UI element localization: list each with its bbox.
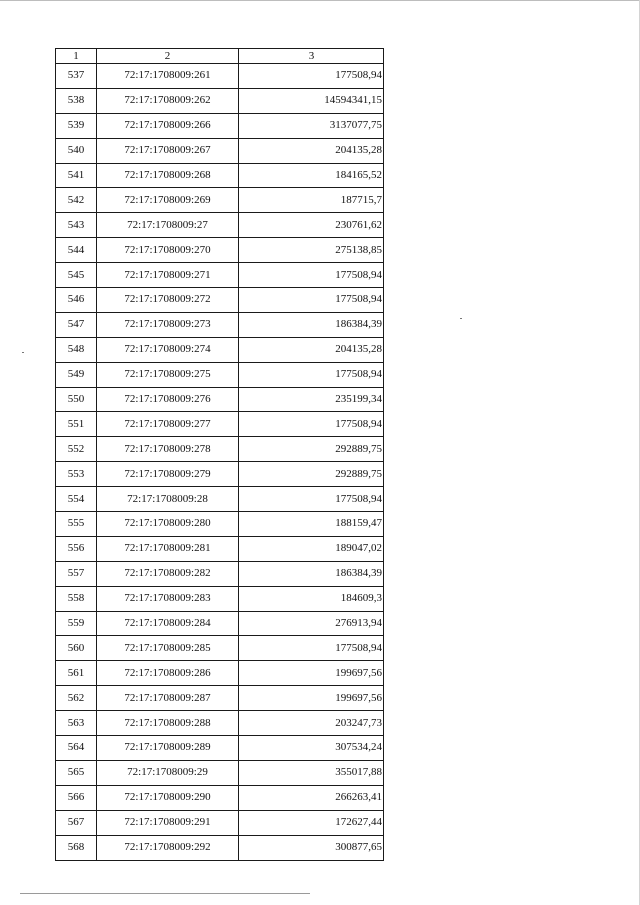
row-number-cell: 559 [56, 611, 97, 636]
cadastral-number-cell: 72:17:1708009:269 [97, 188, 239, 213]
cadastral-number-cell: 72:17:1708009:278 [97, 437, 239, 462]
table-row [56, 561, 384, 586]
table-row [56, 686, 384, 711]
cadastral-value-cell: 188159,47 [239, 512, 384, 537]
table-body [56, 64, 384, 861]
table-row [56, 362, 384, 387]
column-header-2: 2 [97, 49, 239, 64]
table-row [56, 736, 384, 761]
cadastral-value-cell: 199697,56 [239, 686, 384, 711]
table-header-row [56, 49, 384, 64]
cadastral-value-cell: 177508,94 [239, 636, 384, 661]
cadastral-number-cell: 72:17:1708009:271 [97, 263, 239, 288]
row-number-cell: 537 [56, 64, 97, 89]
cadastral-value-cell: 230761,62 [239, 213, 384, 238]
cadastral-number-cell: 72:17:1708009:273 [97, 312, 239, 337]
cadastral-number-cell: 72:17:1708009:279 [97, 462, 239, 487]
cadastral-value-cell: 292889,75 [239, 437, 384, 462]
cadastral-number-cell: 72:17:1708009:266 [97, 113, 239, 138]
row-number-cell: 549 [56, 362, 97, 387]
row-number-cell: 561 [56, 661, 97, 686]
cadastral-number-cell: 72:17:1708009:283 [97, 586, 239, 611]
cadastral-value-cell: 203247,73 [239, 711, 384, 736]
row-number-cell: 541 [56, 163, 97, 188]
table-row [56, 487, 384, 512]
cadastral-value-cell: 177508,94 [239, 412, 384, 437]
table-row [56, 810, 384, 835]
row-number-cell: 558 [56, 586, 97, 611]
table-row [56, 760, 384, 785]
table-row [56, 88, 384, 113]
cadastral-number-cell: 72:17:1708009:270 [97, 238, 239, 263]
cadastral-value-cell: 292889,75 [239, 462, 384, 487]
row-number-cell: 551 [56, 412, 97, 437]
cadastral-value-cell: 187715,7 [239, 188, 384, 213]
row-number-cell: 538 [56, 88, 97, 113]
cadastral-value-cell: 307534,24 [239, 736, 384, 761]
scan-speck [460, 318, 462, 319]
cadastral-value-cell: 235199,34 [239, 387, 384, 412]
cadastral-value-table [55, 48, 384, 861]
row-number-cell: 564 [56, 736, 97, 761]
table-row [56, 437, 384, 462]
cadastral-value-cell: 204135,28 [239, 337, 384, 362]
cadastral-number-cell: 72:17:1708009:288 [97, 711, 239, 736]
table-row [56, 288, 384, 313]
row-number-cell: 548 [56, 337, 97, 362]
cadastral-number-cell: 72:17:1708009:268 [97, 163, 239, 188]
row-number-cell: 547 [56, 312, 97, 337]
row-number-cell: 557 [56, 561, 97, 586]
row-number-cell: 568 [56, 835, 97, 860]
row-number-cell: 565 [56, 760, 97, 785]
row-number-cell: 540 [56, 138, 97, 163]
cadastral-number-cell: 72:17:1708009:29 [97, 760, 239, 785]
cadastral-number-cell: 72:17:1708009:284 [97, 611, 239, 636]
row-number-cell: 543 [56, 213, 97, 238]
table-row [56, 711, 384, 736]
cadastral-number-cell: 72:17:1708009:272 [97, 288, 239, 313]
cadastral-value-cell: 186384,39 [239, 312, 384, 337]
cadastral-value-cell: 14594341,15 [239, 88, 384, 113]
table-row [56, 387, 384, 412]
row-number-cell: 566 [56, 785, 97, 810]
table-row [56, 113, 384, 138]
cadastral-number-cell: 72:17:1708009:276 [97, 387, 239, 412]
column-header-3: 3 [239, 49, 384, 64]
cadastral-number-cell: 72:17:1708009:274 [97, 337, 239, 362]
table-row [56, 138, 384, 163]
scan-edge-bottom [20, 893, 310, 894]
cadastral-value-cell: 177508,94 [239, 263, 384, 288]
cadastral-number-cell: 72:17:1708009:27 [97, 213, 239, 238]
table-row [56, 536, 384, 561]
row-number-cell: 563 [56, 711, 97, 736]
cadastral-number-cell: 72:17:1708009:281 [97, 536, 239, 561]
cadastral-value-cell: 199697,56 [239, 661, 384, 686]
table-row [56, 611, 384, 636]
table-row [56, 586, 384, 611]
table-row [56, 163, 384, 188]
cadastral-value-cell: 276913,94 [239, 611, 384, 636]
cadastral-number-cell: 72:17:1708009:287 [97, 686, 239, 711]
table-row [56, 238, 384, 263]
table-row [56, 636, 384, 661]
row-number-cell: 554 [56, 487, 97, 512]
cadastral-value-cell: 186384,39 [239, 561, 384, 586]
table-row [56, 512, 384, 537]
cadastral-number-cell: 72:17:1708009:291 [97, 810, 239, 835]
cadastral-value-cell: 172627,44 [239, 810, 384, 835]
table-row [56, 337, 384, 362]
row-number-cell: 545 [56, 263, 97, 288]
cadastral-value-cell: 275138,85 [239, 238, 384, 263]
cadastral-number-cell: 72:17:1708009:267 [97, 138, 239, 163]
cadastral-value-cell: 204135,28 [239, 138, 384, 163]
row-number-cell: 542 [56, 188, 97, 213]
cadastral-value-cell: 355017,88 [239, 760, 384, 785]
cadastral-number-cell: 72:17:1708009:286 [97, 661, 239, 686]
table-row [56, 412, 384, 437]
column-header-1: 1 [56, 49, 97, 64]
cadastral-value-cell: 177508,94 [239, 288, 384, 313]
row-number-cell: 546 [56, 288, 97, 313]
table-row [56, 188, 384, 213]
row-number-cell: 567 [56, 810, 97, 835]
table-row [56, 263, 384, 288]
cadastral-number-cell: 72:17:1708009:261 [97, 64, 239, 89]
cadastral-value-cell: 300877,65 [239, 835, 384, 860]
cadastral-number-cell: 72:17:1708009:292 [97, 835, 239, 860]
cadastral-value-cell: 189047,02 [239, 536, 384, 561]
scan-speck [22, 352, 24, 353]
row-number-cell: 552 [56, 437, 97, 462]
table-row [56, 64, 384, 89]
row-number-cell: 556 [56, 536, 97, 561]
row-number-cell: 560 [56, 636, 97, 661]
table-row [56, 462, 384, 487]
row-number-cell: 550 [56, 387, 97, 412]
cadastral-number-cell: 72:17:1708009:277 [97, 412, 239, 437]
cadastral-number-cell: 72:17:1708009:285 [97, 636, 239, 661]
cadastral-value-cell: 266263,41 [239, 785, 384, 810]
cadastral-number-cell: 72:17:1708009:262 [97, 88, 239, 113]
table-row [56, 213, 384, 238]
row-number-cell: 553 [56, 462, 97, 487]
cadastral-number-cell: 72:17:1708009:290 [97, 785, 239, 810]
cadastral-number-cell: 72:17:1708009:275 [97, 362, 239, 387]
table-header [56, 49, 384, 64]
table-row [56, 785, 384, 810]
table-row [56, 312, 384, 337]
row-number-cell: 555 [56, 512, 97, 537]
row-number-cell: 562 [56, 686, 97, 711]
cadastral-value-cell: 177508,94 [239, 64, 384, 89]
cadastral-value-cell: 184609,3 [239, 586, 384, 611]
row-number-cell: 544 [56, 238, 97, 263]
cadastral-number-cell: 72:17:1708009:289 [97, 736, 239, 761]
table-row [56, 835, 384, 860]
scan-edge-top [0, 0, 640, 1]
cadastral-number-cell: 72:17:1708009:28 [97, 487, 239, 512]
cadastral-value-cell: 177508,94 [239, 362, 384, 387]
cadastral-value-cell: 3137077,75 [239, 113, 384, 138]
cadastral-number-cell: 72:17:1708009:280 [97, 512, 239, 537]
cadastral-number-cell: 72:17:1708009:282 [97, 561, 239, 586]
row-number-cell: 539 [56, 113, 97, 138]
table-row [56, 661, 384, 686]
cadastral-value-cell: 177508,94 [239, 487, 384, 512]
cadastral-value-cell: 184165,52 [239, 163, 384, 188]
